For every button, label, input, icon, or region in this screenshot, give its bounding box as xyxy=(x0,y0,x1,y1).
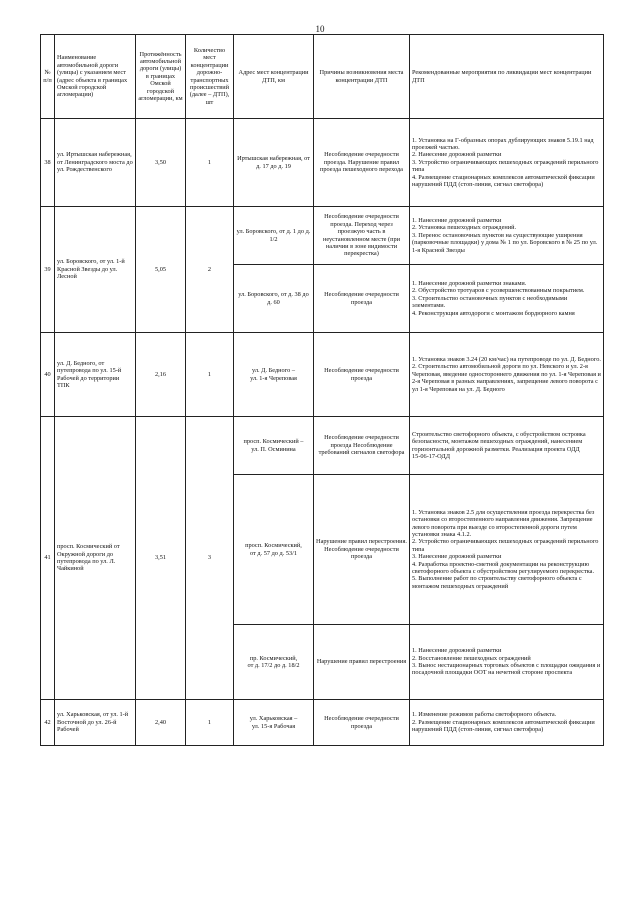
road-name: ул. Боровского, от ул. 1-й Красной Звезды до ул. Лесной xyxy=(55,207,136,333)
row-number: 41 xyxy=(41,417,55,700)
table-row xyxy=(41,417,604,475)
location-measures: 1. Нанесение дорожной разметки 2. Установка пешеходных ограждений. 3. Перенос остановочных пунктов на существующие уширения (парковочные площадки) у дома № 1 по ул. Боровского в № 25 по ул. 1-я Красной Звезды xyxy=(410,207,604,265)
row-number: 40 xyxy=(41,333,55,417)
location-measures: 1. Установка знаков 2.5 для осуществления проезда перекрестка без остановки со второстепенного направления движения. Запрещение левого поворота при выезде со второстепенной дороги путем установки знака 4.1.2. 2. Устройство ограничивающих пешеходных ограждений перильного типа 3. Нанесение дорожной разметки 4. Разработка проектно-сметной документации на реконструкцию светофорного объекта с обустройством регулируемого перекрестка. 5. Выполнение работ по строительству светофорного объекта с монтажом пешеходных ограждений xyxy=(410,475,604,625)
location-count: 1 xyxy=(186,700,234,746)
location-address: Иртышская набережная, от д. 17 до д. 19 xyxy=(234,119,314,207)
location-count: 1 xyxy=(186,119,234,207)
location-count: 3 xyxy=(186,417,234,700)
header-measures: Рекомендованные мероприятия по ликвидации мест концентрации ДТП xyxy=(410,35,604,119)
location-cause: Несоблюдение очередности проезда. Переход через проезжую часть в неустановленном месте (при наличии в зоне видимости перекрестка) xyxy=(314,207,410,265)
dtp-table xyxy=(40,34,604,746)
location-address: ул. Боровского, от д. 1 до д. 1/2 xyxy=(234,207,314,265)
location-count: 1 xyxy=(186,333,234,417)
header-road: Наименование автомобильной дороги (улицы) с указанием мест (адрес объекта в границах Омской городской агломерации) xyxy=(55,35,136,119)
location-cause: Несоблюдение очередности проезда xyxy=(314,700,410,746)
location-measures: 1. Изменение режимов работы светофорного объекта. 2. Размещение стационарных комплексов автоматической фиксации нарушений ПДД (стоп-линия, сигнал светофора) xyxy=(410,700,604,746)
road-name: ул. Иртышская набережная, от Ленинградского моста до ул. Рождественского xyxy=(55,119,136,207)
road-name: ул. Харьковская, от ул. 1-й Восточной до ул. 26-й Рабочей xyxy=(55,700,136,746)
road-length: 2,40 xyxy=(136,700,186,746)
road-length: 2,16 xyxy=(136,333,186,417)
road-length: 3,50 xyxy=(136,119,186,207)
location-measures: 1. Нанесение дорожной разметки 2. Восстановление пешеходных ограждений 3. Вынос нестационарных торговых объектов с площадки ожидания и посадочной площадки ООТ на нечетной стороне проспекта xyxy=(410,625,604,700)
row-number: 38 xyxy=(41,119,55,207)
road-length: 3,51 xyxy=(136,417,186,700)
table-row xyxy=(41,119,604,207)
header-causes: Причины возникновения места концентрации ДТП xyxy=(314,35,410,119)
location-cause: Несоблюдение очередности проезда xyxy=(314,265,410,333)
table-row xyxy=(41,700,604,746)
header-num: № п/п xyxy=(41,35,55,119)
location-cause: Нарушение правил перестроения xyxy=(314,625,410,700)
road-name: просп. Космический от Окружной дороги до путепровода по ул. Л. Чайкиной xyxy=(55,417,136,700)
row-number: 39 xyxy=(41,207,55,333)
location-address: ул. Харьковская – ул. 15-я Рабочая xyxy=(234,700,314,746)
location-address: ул. Боровского, от д. 38 до д. 60 xyxy=(234,265,314,333)
location-measures: 1. Установка знаков 3.24 (20 км/час) на путепроводе по ул. Д. Бедного. 2. Строительство автомобильной дороги по ул. Невского и ул. 2-я Череповая, введение одностороннего движения по ул. 1-я Череповая и 2-я Череповая в разных направлениях, запрещение левого поворота с ул 1-я Череповая на ул. Д. Бедного xyxy=(410,333,604,417)
table-row xyxy=(41,333,604,417)
header-length: Протяжённость автомобильной дороги (улицы) в границах Омской городской агломерации, км xyxy=(136,35,186,119)
location-cause: Несоблюдение очередности проезда. Нарушение правил проезда пешеходного перехода xyxy=(314,119,410,207)
road-length: 5,05 xyxy=(136,207,186,333)
location-address: ул. Д. Бедного – ул. 1-я Череповая xyxy=(234,333,314,417)
header-row xyxy=(41,35,604,119)
location-address: пр. Космический, от д. 17/2 до д. 18/2 xyxy=(234,625,314,700)
location-address: просп. Космический, от д. 57 до д. 53/1 xyxy=(234,475,314,625)
location-measures: 1. Нанесение дорожной разметки знаками. 2. Обустройство тротуаров с усовершенствованным покрытием. 3. Строительство остановочных пунктов с необходимыми элементами. 4. Реконструкция автодороги с монтажом бордюрного камня xyxy=(410,265,604,333)
location-measures: Строительство светофорного объекта, с обустройством островка безопасности, монтажом пешеходных ограждений, нанесением горизонтальной дорожной разметки. Реализация проекта ОДД 15-06-17-ОДД xyxy=(410,417,604,475)
location-cause: Нарушение правил перестроения. Несоблюдение очередности проезда xyxy=(314,475,410,625)
road-name: ул. Д. Бедного, от путепровода по ул. 15-й Рабочей до территории ТПК xyxy=(55,333,136,417)
location-cause: Несоблюдение очередности проезда xyxy=(314,333,410,417)
page-number: 10 xyxy=(315,24,325,34)
location-measures: 1. Установка на Г-образных опорах дублирующих знаков 5.19.1 над проезжей частью. 2. Нанесение дорожной разметки 3. Устройство ограничивающих пешеходных ограждений перильного типа 4. Размещение стационарных комплексов автоматической фиксации нарушений ПДД (стоп-линия, сигнал светофора) xyxy=(410,119,604,207)
header-count: Количество мест концентрации дорожно-транспортных происшествий (далее – ДТП), шт xyxy=(186,35,234,119)
row-number: 42 xyxy=(41,700,55,746)
table-row xyxy=(41,207,604,265)
header-address: Адрес мест концентрации ДТП, км xyxy=(234,35,314,119)
location-address: просп. Космический – ул. П. Осминина xyxy=(234,417,314,475)
location-cause: Несоблюдение очередности проезда Несоблюдение требований сигналов светофора xyxy=(314,417,410,475)
location-count: 2 xyxy=(186,207,234,333)
